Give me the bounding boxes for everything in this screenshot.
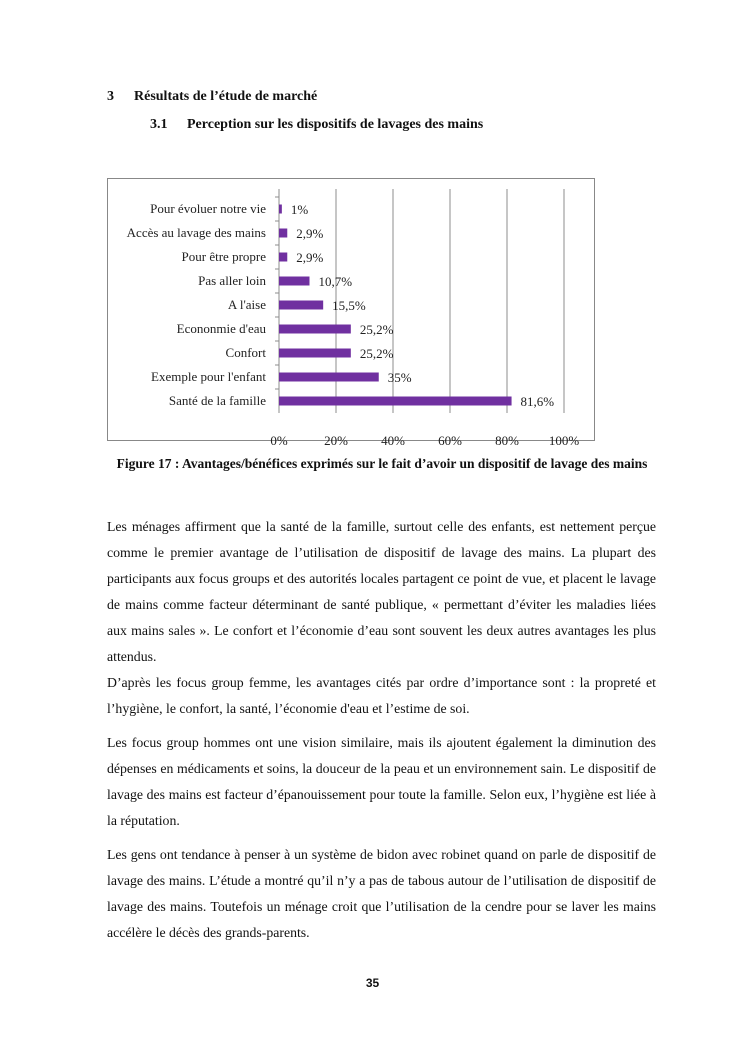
data-label: 81,6% bbox=[520, 394, 555, 409]
category-label: Pour évoluer notre vie bbox=[150, 201, 266, 216]
bar bbox=[279, 301, 323, 310]
page-number: 35 bbox=[365, 976, 380, 990]
category-label: Exemple pour l'enfant bbox=[151, 369, 266, 384]
section-number: 3 bbox=[107, 89, 114, 104]
category-label: Confort bbox=[225, 345, 266, 360]
data-label: 2,9% bbox=[296, 226, 324, 241]
x-tick-label: 0% bbox=[270, 433, 288, 448]
bar bbox=[279, 277, 309, 286]
category-label: Pour être propre bbox=[181, 249, 266, 264]
subsection-number: 3.1 bbox=[150, 117, 168, 132]
x-tick-label: 20% bbox=[324, 433, 348, 448]
x-tick-label: 40% bbox=[381, 433, 405, 448]
paragraph-1: Les ménages affirment que la santé de la famille, surtout celle des enfants, est nettement perçue comme le premier avantage de l’utilisation de dispositif de lavage des mains. La plupart des participants aux focus groups et des autorités locales partagent ce point de vue, et placent le lavage de mains comme facteur déterminant de santé publique, « permettant d’éviter les maladies liées aux mains sales ». Le confort et l’économie d’eau sont souvent les deux autres avantages les plus attendus. bbox=[107, 519, 656, 664]
bar bbox=[279, 325, 351, 334]
data-label: 1% bbox=[290, 202, 309, 217]
bar bbox=[279, 373, 379, 382]
subsection-title: Perception sur les dispositifs de lavages des mains bbox=[187, 117, 484, 132]
paragraph-2: D’après les focus group femme, les avantages cités par ordre d’importance sont : la propreté et l’hygiène, le confort, la santé, l’économie d'eau et l’estime de soi. bbox=[107, 675, 656, 716]
paragraph-3: Les focus group hommes ont une vision similaire, mais ils ajoutent également la diminution des dépenses en médicaments et soins, la douceur de la peau et un environnement sain. Le dispositif de lavage des mains est facteur d’épanouissement pour toute la famille. Selon eux, l’hygiène est liée à la réputation. bbox=[107, 735, 656, 828]
category-label: Pas aller loin bbox=[198, 273, 266, 288]
subsection-heading bbox=[150, 117, 483, 133]
chart-frame bbox=[107, 178, 595, 448]
data-label: 15,5% bbox=[332, 298, 366, 313]
category-label: A l'aise bbox=[227, 297, 266, 312]
x-tick-label: 60% bbox=[438, 433, 462, 448]
section-title: Résultats de l’étude de marché bbox=[134, 89, 318, 104]
bar bbox=[279, 349, 351, 358]
x-tick-label: 100% bbox=[548, 433, 580, 448]
bar bbox=[279, 229, 287, 238]
figure-caption: Figure 17 : Avantages/bénéfices exprimés sur le fait d’avoir un dispositif de lavage des mains bbox=[116, 456, 648, 471]
bar bbox=[279, 205, 282, 214]
section-heading bbox=[107, 89, 317, 105]
data-label: 2,9% bbox=[296, 250, 324, 265]
category-label: Accès au lavage des mains bbox=[126, 225, 266, 240]
data-label: 35% bbox=[387, 370, 412, 385]
x-tick-label: 80% bbox=[495, 433, 519, 448]
data-label: 25,2% bbox=[359, 346, 394, 361]
category-label: Econonmie d'eau bbox=[176, 321, 266, 336]
body-text bbox=[107, 514, 656, 946]
data-label: 25,2% bbox=[359, 322, 394, 337]
bar bbox=[279, 253, 287, 262]
category-label: Santé de la famille bbox=[168, 393, 266, 408]
bar-chart bbox=[108, 179, 594, 448]
data-label: 10,7% bbox=[318, 274, 353, 289]
bar bbox=[279, 397, 512, 406]
paragraph-4: Les gens ont tendance à penser à un système de bidon avec robinet quand on parle de dispositif de lavage des mains. L’étude a montré qu’il n’y a pas de tabous autour de l’utilisation de dispositif de lavage des mains. Toutefois un ménage croit que l’utilisation de la cendre pour se laver les mains accélère le décès des grands-parents. bbox=[107, 847, 656, 940]
